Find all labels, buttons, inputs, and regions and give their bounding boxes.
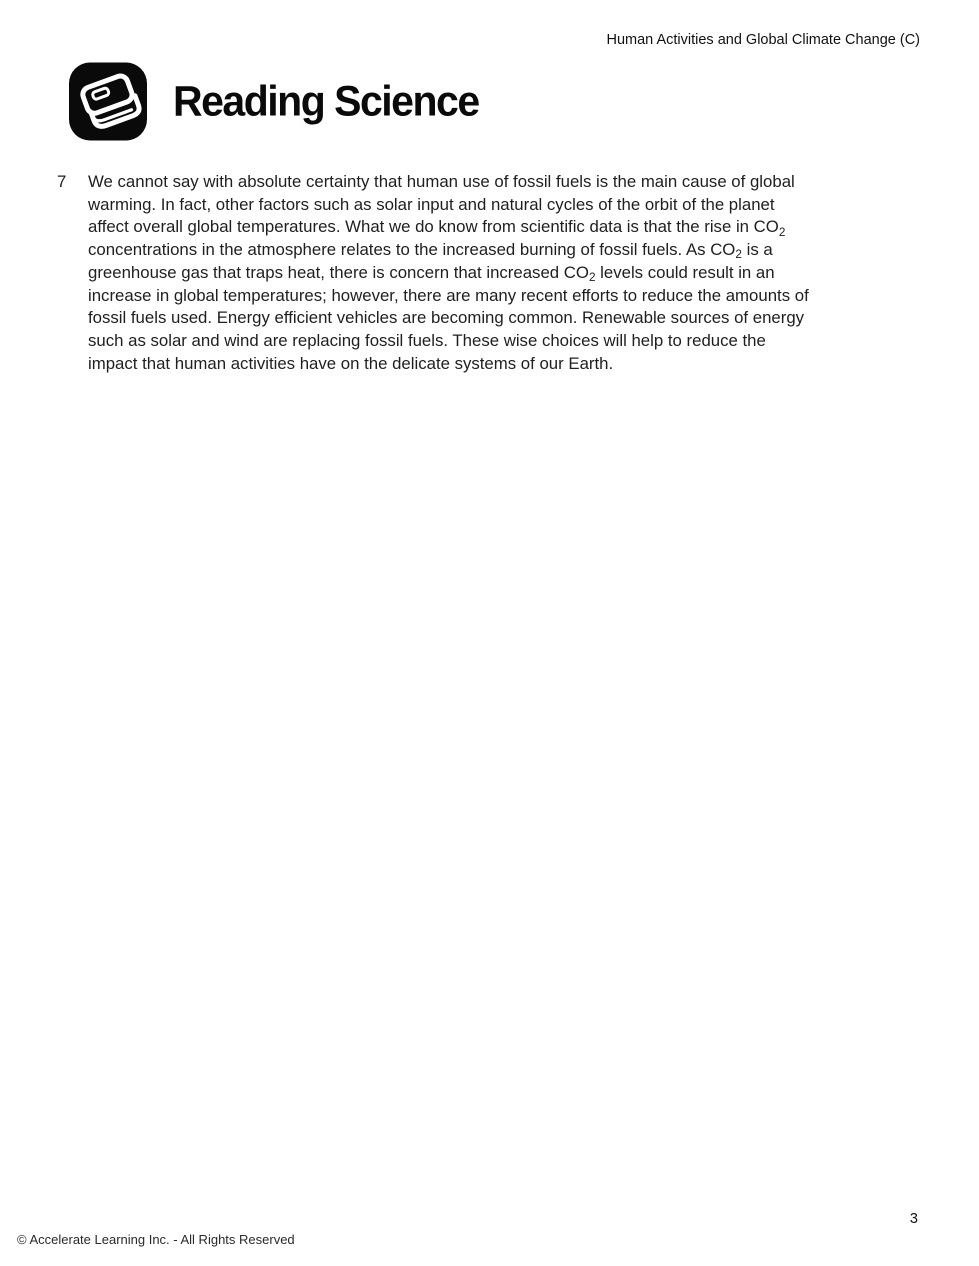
text-line: greenhouse gas that traps heat, there is concern that increased $CO_2$ levels could result in an	[88, 262, 775, 284]
footer-copyright: © Accelerate Learning Inc. - All Rights Reserved	[17, 1232, 295, 1247]
text-line: fossil fuels used. Energy efficient vehicles are becoming common. Renewable sources of energy	[88, 308, 805, 328]
text-line: We cannot say with absolute certainty that human use of fossil fuels is the main cause of global	[88, 172, 795, 191]
header-title: Human Activities and Global Climate Change (C)	[606, 32, 920, 48]
question-number: 7	[57, 172, 67, 191]
text-line: affect overall global temperatures. What we do know from scientific data is that the rise in $CO_2$	[88, 217, 786, 239]
question-text	[88, 171, 928, 375]
text-line: concentrations in the atmosphere relates to the increased burning of fossil fuels. As $CO_2$ is a	[88, 240, 773, 262]
text-line: impact that human activities have on the delicate systems of our Earth.	[88, 353, 614, 373]
book-icon	[68, 61, 148, 142]
text-line: increase in global temperatures; however, there are many recent efforts to reduce the amounts of	[88, 285, 809, 305]
text-line: warming. In fact, other factors such as solar input and natural cycles of the orbit of the planet	[88, 194, 775, 214]
question-7-block	[57, 171, 928, 375]
text-line: such as solar and wind are replacing fossil fuels. These wise choices will help to reduce the	[88, 330, 766, 350]
page-number: 3	[909, 1211, 918, 1227]
logo-title: Reading Science	[173, 77, 479, 125]
reading-science-logo	[68, 61, 479, 142]
